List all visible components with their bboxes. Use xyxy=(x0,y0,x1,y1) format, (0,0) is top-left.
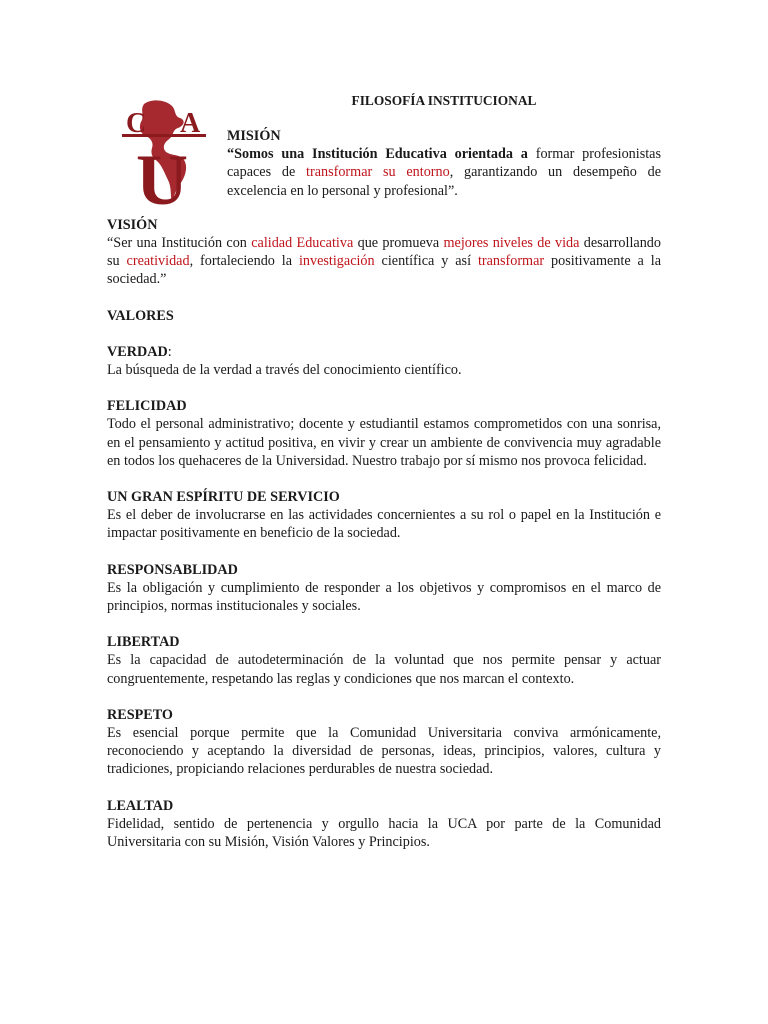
mision-text-1: formar profesionistas capaces de xyxy=(227,146,661,181)
valor-libertad xyxy=(107,633,661,688)
vision-section xyxy=(107,216,661,289)
vision-text-1: “Ser una Institución con xyxy=(107,235,252,252)
valor-heading: RESPETO xyxy=(107,706,173,723)
vision-highlight-4: investigación xyxy=(298,253,375,270)
logo-letter-u: U xyxy=(136,140,188,208)
valor-body: Fidelidad, sentido de pertenencia y orgullo hacia la UCA por parte de la Comunidad Universitaria con su Misión, Visión Valores y Principios. xyxy=(107,815,661,851)
valor-body: Es esencial porque permite que la Comunidad Universitaria conviva armónicamente, reconociendo y aceptando la diversidad de personas, ideas, principios, valores, cultura y tradiciones, propiciando relaciones perdurables de nuestra sociedad. xyxy=(107,725,661,778)
valor-respeto xyxy=(107,706,661,779)
valor-heading: LIBERTAD xyxy=(107,634,180,651)
vision-highlight-2: mejores niveles de vida xyxy=(443,235,580,252)
valor-responsabilidad xyxy=(107,561,661,616)
valor-heading-suffix: : xyxy=(167,343,172,360)
valores-heading-block xyxy=(107,307,661,325)
valor-body: Es la capacidad de autodeterminación de la voluntad que nos permite pensar y actuar congruentemente, respetando las reglas y condiciones que nos marcan el contexto. xyxy=(107,652,661,687)
mision-heading: MISIÓN xyxy=(227,128,281,144)
vision-text-6: positivamente a la sociedad.” xyxy=(107,253,662,288)
valor-heading xyxy=(107,343,661,361)
valor-body: La búsqueda de la verdad a través del conocimiento científico. xyxy=(107,362,462,379)
logo-letter-a: A xyxy=(180,108,201,139)
valor-body: Es la obligación y cumplimiento de responder a los objetivos y compromisos en el marco de principios, normas institucionales y sociales. xyxy=(107,579,661,615)
uca-logo xyxy=(114,96,214,208)
document-title: FILOSOFÍA INSTITUCIONAL xyxy=(351,93,537,108)
vision-body xyxy=(107,234,661,289)
vision-highlight-5: transformar xyxy=(477,253,545,270)
valor-felicidad xyxy=(107,397,661,470)
vision-text-4: , fortaleciendo la xyxy=(189,253,299,270)
vision-text-3: desarrollando su xyxy=(107,235,661,270)
mision-highlight-1: transformar su entorno xyxy=(306,164,450,181)
valores-heading: VALORES xyxy=(107,307,174,324)
valor-heading: RESPONSABLIDAD xyxy=(107,561,238,578)
valor-servicio xyxy=(107,488,661,543)
mision-body xyxy=(227,145,661,200)
valor-verdad xyxy=(107,343,661,379)
valor-body: Todo el personal administrativo; docente y estudiantil estamos comprometidos con una sonrisa, en el pensamiento y actitud positiva, en vivir y crear un ambiente de convivencia muy agradable en todos los quehaceres de la Universidad. Nuestro trabajo por sí mismo nos provoca felicidad. xyxy=(107,416,661,469)
document-page xyxy=(107,90,661,851)
mision-section xyxy=(227,127,661,200)
valor-heading: UN GRAN ESPÍRITU DE SERVICIO xyxy=(107,489,340,506)
vision-text-2: que promueva xyxy=(353,235,444,252)
mision-bold-open: “Somos una Institución Educativa orientada a xyxy=(227,146,528,163)
vision-highlight-3: creatividad xyxy=(126,253,190,270)
valor-body: Es el deber de involucrarse en las actividades concernientes a su rol o papel en la Institución e impactar positivamente en beneficio de la sociedad. xyxy=(107,507,661,542)
vision-text-5: científica y así xyxy=(374,253,478,270)
vision-heading: VISIÓN xyxy=(107,216,158,233)
mision-text-2: , garantizando un desempeño de excelencia en lo personal y profesional”. xyxy=(227,164,661,199)
valor-heading: FELICIDAD xyxy=(107,398,187,415)
logo-letter-c: C xyxy=(126,108,147,139)
valor-heading-text: VERDAD xyxy=(107,343,168,360)
vision-highlight-1: calidad Educativa xyxy=(251,235,354,252)
valor-heading: LEALTAD xyxy=(107,797,174,814)
valor-lealtad xyxy=(107,797,661,852)
